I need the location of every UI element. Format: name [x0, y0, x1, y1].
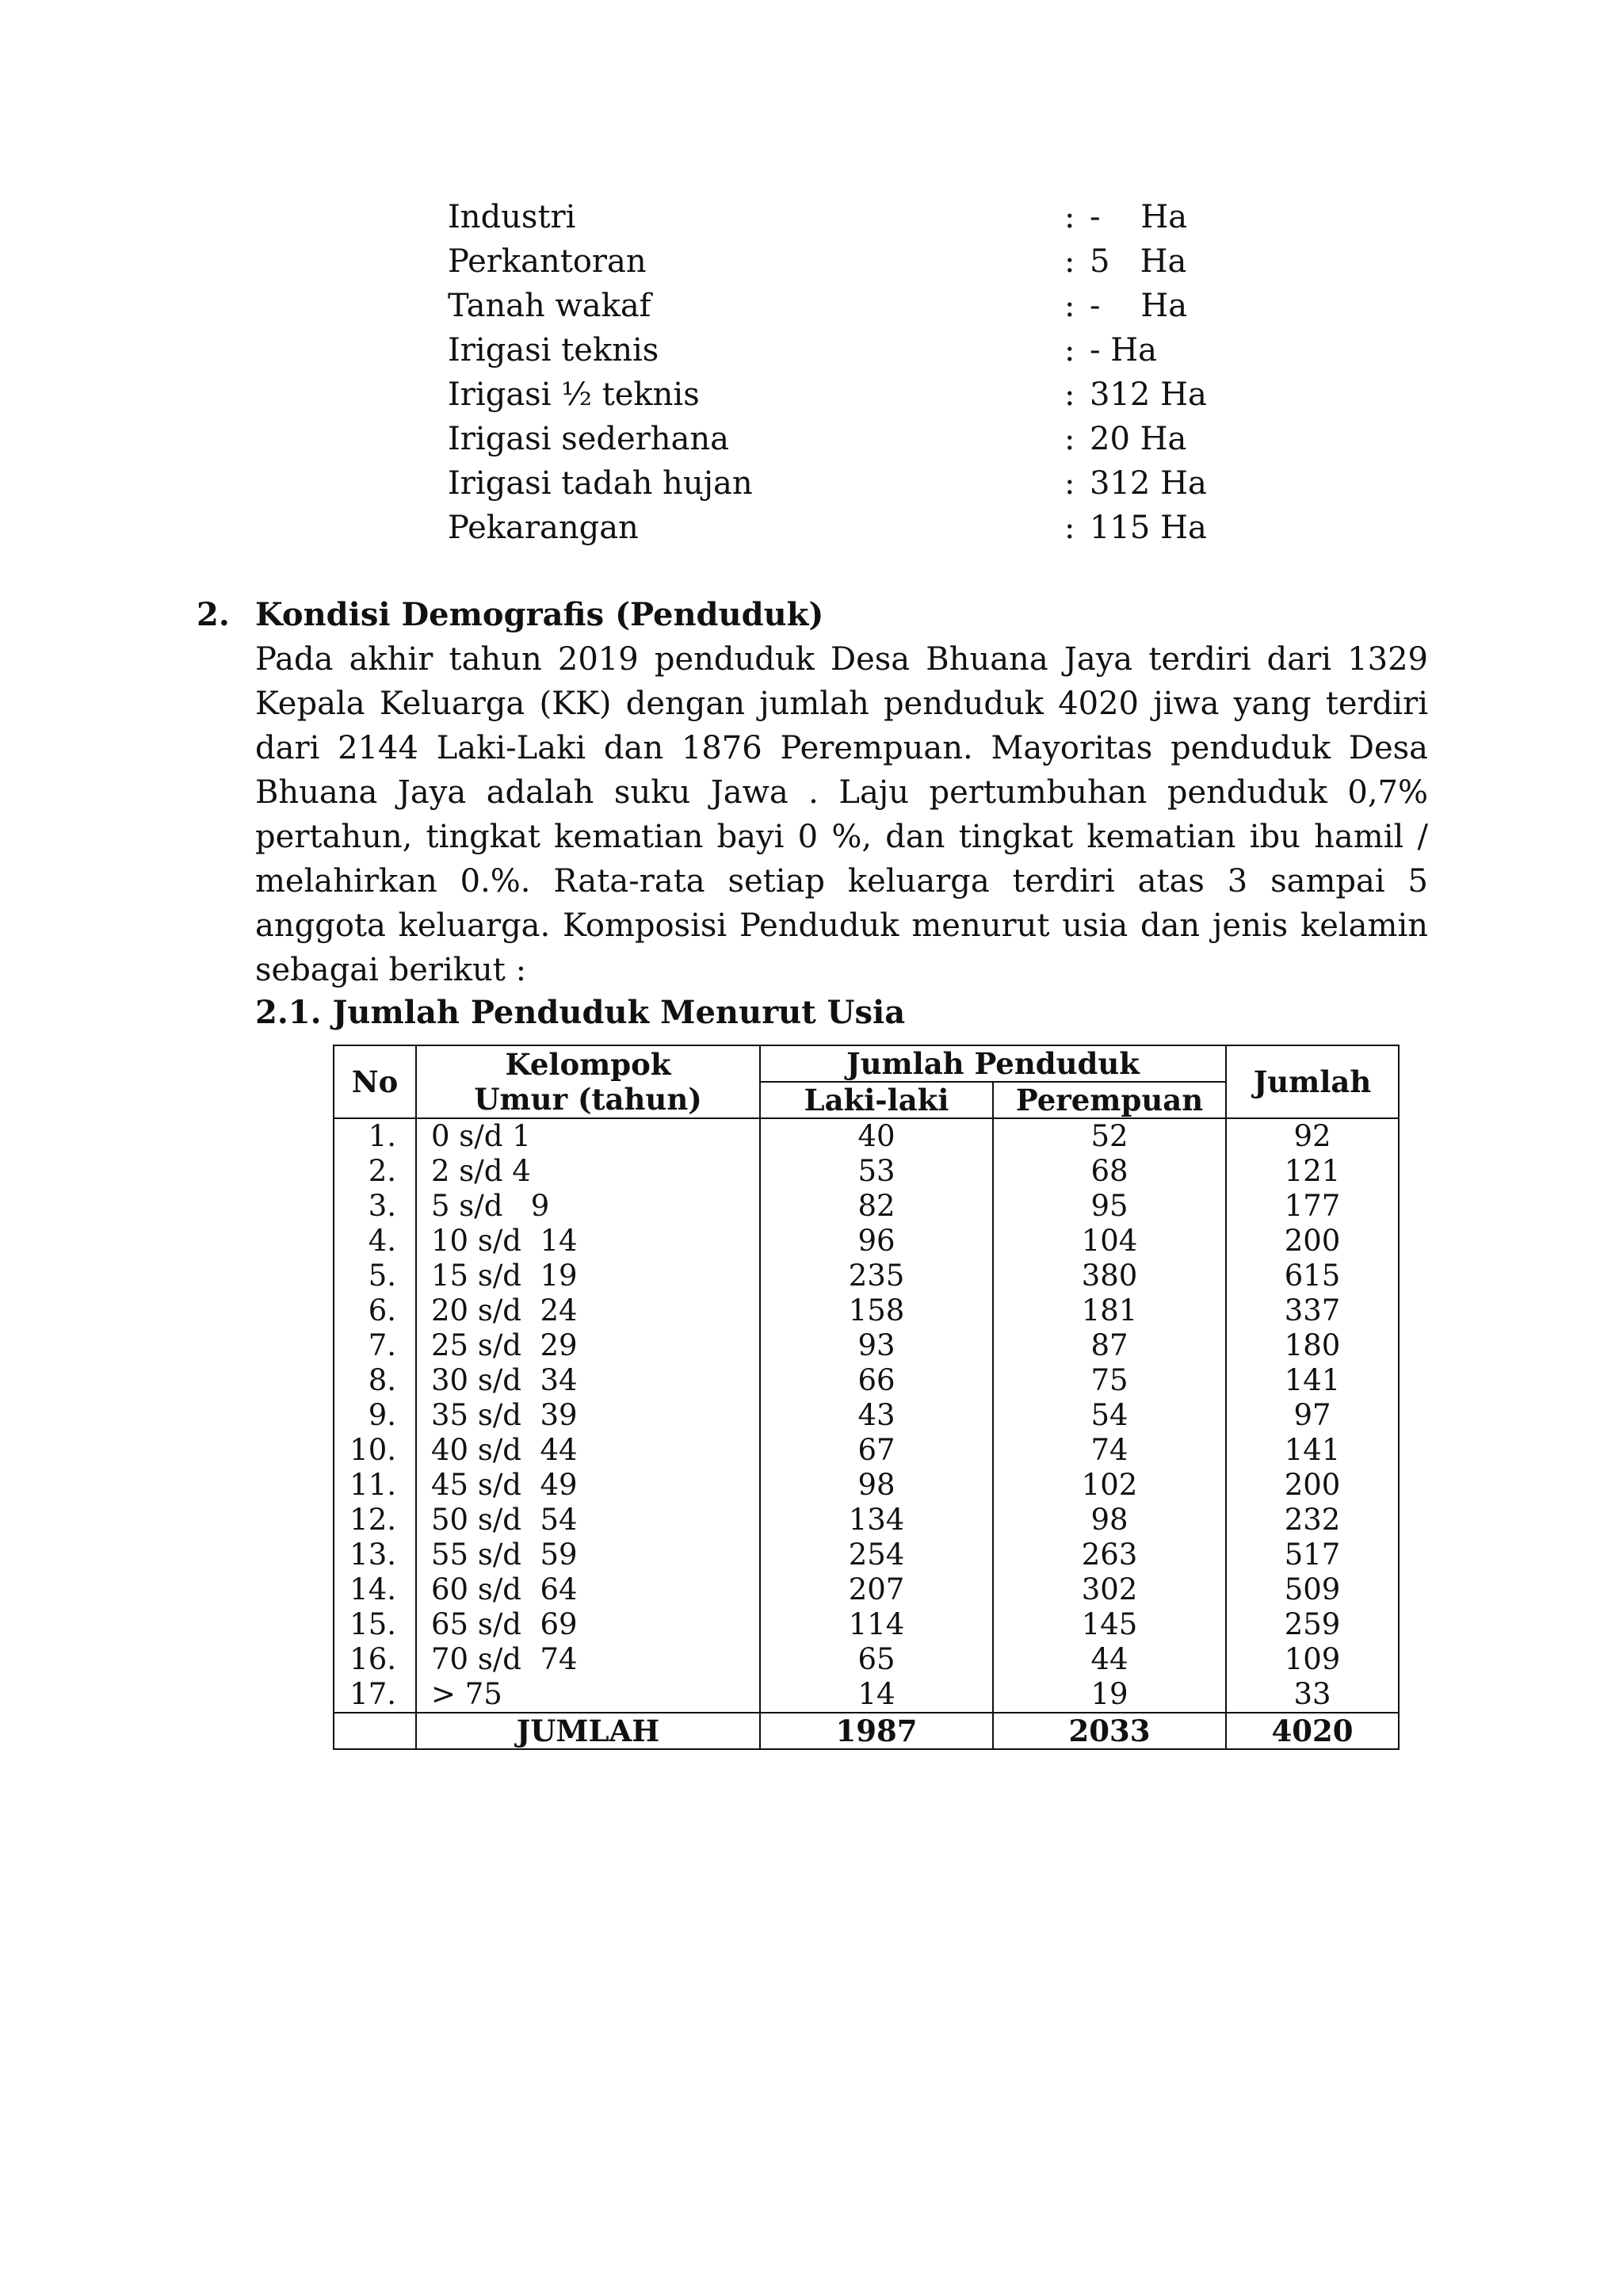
cell-no: 9.	[334, 1398, 416, 1433]
land-use-label: Irigasi ½ teknis	[448, 376, 700, 413]
cell-female: 181	[993, 1293, 1226, 1328]
cell-no: 11.	[334, 1468, 416, 1503]
cell-total: 232	[1226, 1503, 1399, 1538]
cell-no: 7.	[334, 1328, 416, 1363]
cell-total: 259	[1226, 1607, 1399, 1642]
section-number: 2.	[197, 596, 230, 633]
cell-male: 93	[760, 1328, 993, 1363]
table-row	[334, 1259, 1399, 1293]
cell-female: 54	[993, 1398, 1226, 1433]
cell-total: 337	[1226, 1293, 1399, 1328]
land-use-value: 312 Ha	[1090, 376, 1207, 413]
table-row	[334, 1677, 1399, 1713]
cell-age: 15 s/d 19	[416, 1259, 760, 1293]
land-use-value: - Ha	[1090, 288, 1188, 324]
cell-male: 207	[760, 1572, 993, 1607]
cell-female: 19	[993, 1677, 1226, 1713]
cell-total: 517	[1226, 1538, 1399, 1572]
cell-age: 45 s/d 49	[416, 1468, 760, 1503]
table-row	[334, 1503, 1399, 1538]
land-use-row	[448, 506, 1240, 550]
cell-female: 52	[993, 1118, 1226, 1154]
table-row	[334, 1118, 1399, 1154]
table-row	[334, 1293, 1399, 1328]
cell-female: 263	[993, 1538, 1226, 1572]
cell-total: 92	[1226, 1118, 1399, 1154]
land-use-row	[448, 195, 1240, 239]
land-use-value: 5 Ha	[1090, 243, 1187, 280]
table-row	[334, 1607, 1399, 1642]
land-use-row	[448, 417, 1240, 461]
header-age-group-line1: Kelompok	[505, 1047, 671, 1082]
land-use-colon: :	[1064, 332, 1075, 369]
cell-female: 68	[993, 1154, 1226, 1189]
cell-age: 35 s/d 39	[416, 1398, 760, 1433]
cell-no: 2.	[334, 1154, 416, 1189]
cell-female: 87	[993, 1328, 1226, 1363]
land-use-colon: :	[1064, 376, 1075, 413]
cell-age: 60 s/d 64	[416, 1572, 760, 1607]
header-population: Jumlah Penduduk	[760, 1045, 1226, 1082]
header-total: Jumlah	[1226, 1045, 1399, 1118]
table-row	[334, 1468, 1399, 1503]
cell-male: 40	[760, 1118, 993, 1154]
cell-female: 104	[993, 1224, 1226, 1259]
cell-no: 3.	[334, 1189, 416, 1224]
section-title: Kondisi Demografis (Penduduk)	[255, 596, 824, 633]
cell-age: 20 s/d 24	[416, 1293, 760, 1328]
cell-female: 95	[993, 1189, 1226, 1224]
cell-no: 12.	[334, 1503, 416, 1538]
land-use-label: Irigasi sederhana	[448, 421, 730, 457]
land-use-colon: :	[1064, 288, 1075, 324]
cell-age: 10 s/d 14	[416, 1224, 760, 1259]
footer-total: 4020	[1226, 1713, 1399, 1749]
cell-no: 10.	[334, 1433, 416, 1468]
cell-age: 5 s/d 9	[416, 1189, 760, 1224]
cell-total: 177	[1226, 1189, 1399, 1224]
land-use-colon: :	[1064, 421, 1075, 457]
cell-male: 14	[760, 1677, 993, 1713]
table-row	[334, 1642, 1399, 1677]
cell-total: 200	[1226, 1468, 1399, 1503]
land-use-value: 115 Ha	[1090, 510, 1207, 546]
cell-no: 16.	[334, 1642, 416, 1677]
subsection-title: 2.1. Jumlah Penduduk Menurut Usia	[255, 994, 906, 1031]
cell-no: 8.	[334, 1363, 416, 1398]
cell-male: 67	[760, 1433, 993, 1468]
header-male: Laki-laki	[760, 1082, 993, 1118]
cell-female: 380	[993, 1259, 1226, 1293]
header-age-group	[416, 1045, 760, 1118]
cell-age: 65 s/d 69	[416, 1607, 760, 1642]
cell-total: 509	[1226, 1572, 1399, 1607]
land-use-colon: :	[1064, 199, 1075, 235]
cell-no: 15.	[334, 1607, 416, 1642]
cell-total: 141	[1226, 1433, 1399, 1468]
cell-male: 235	[760, 1259, 993, 1293]
cell-age: 55 s/d 59	[416, 1538, 760, 1572]
cell-male: 134	[760, 1503, 993, 1538]
cell-total: 97	[1226, 1398, 1399, 1433]
header-female: Perempuan	[993, 1082, 1226, 1118]
table-row	[334, 1398, 1399, 1433]
table-row	[334, 1154, 1399, 1189]
table-row	[334, 1189, 1399, 1224]
land-use-row	[448, 284, 1240, 328]
cell-female: 145	[993, 1607, 1226, 1642]
cell-male: 43	[760, 1398, 993, 1433]
cell-no: 1.	[334, 1118, 416, 1154]
land-use-row	[448, 461, 1240, 506]
land-use-value: - Ha	[1090, 332, 1157, 369]
demography-paragraph: Pada akhir tahun 2019 penduduk Desa Bhuana Jaya terdiri dari 1329 Kepala Keluarga (KK) dengan jumlah penduduk 4020 jiwa yang terdiri dari 2144 Laki-Laki dan 1876 Perempuan. Mayoritas penduduk Desa Bhuana Jaya adalah suku Jawa . Laju pertumbuhan penduduk 0,7% pertahun, tingkat kematian bayi 0 %, dan tingkat kematian ibu hamil / melahirkan 0.%. Rata-rata setiap keluarga terdiri atas 3 sampai 5 anggota keluarga. Komposisi Penduduk menurut usia dan jenis kelamin sebagai berikut :	[255, 641, 1428, 988]
table-row	[334, 1328, 1399, 1363]
land-use-label: Pekarangan	[448, 510, 639, 546]
table-footer	[334, 1713, 1399, 1749]
table-row	[334, 1538, 1399, 1572]
land-use-value: 20 Ha	[1090, 421, 1187, 457]
cell-total: 121	[1226, 1154, 1399, 1189]
cell-no: 5.	[334, 1259, 416, 1293]
cell-no: 6.	[334, 1293, 416, 1328]
header-age-group-line2: Umur (tahun)	[474, 1082, 702, 1117]
cell-male: 82	[760, 1189, 993, 1224]
cell-male: 114	[760, 1607, 993, 1642]
footer-female: 2033	[993, 1713, 1226, 1749]
cell-total: 141	[1226, 1363, 1399, 1398]
total-row	[334, 1713, 1399, 1749]
land-use-label: Perkantoran	[448, 243, 647, 280]
cell-no: 4.	[334, 1224, 416, 1259]
cell-female: 102	[993, 1468, 1226, 1503]
cell-male: 98	[760, 1468, 993, 1503]
cell-no: 13.	[334, 1538, 416, 1572]
cell-female: 44	[993, 1642, 1226, 1677]
land-use-list	[448, 195, 1240, 550]
cell-total: 615	[1226, 1259, 1399, 1293]
cell-age: 40 s/d 44	[416, 1433, 760, 1468]
footer-label: JUMLAH	[416, 1713, 760, 1749]
table-row	[334, 1433, 1399, 1468]
land-use-colon: :	[1064, 465, 1075, 502]
cell-total: 200	[1226, 1224, 1399, 1259]
cell-no: 14.	[334, 1572, 416, 1607]
population-by-age-table	[333, 1045, 1400, 1750]
cell-total: 109	[1226, 1642, 1399, 1677]
cell-age: 50 s/d 54	[416, 1503, 760, 1538]
header-no: No	[334, 1045, 416, 1118]
land-use-label: Tanah wakaf	[448, 288, 651, 324]
table-row	[334, 1363, 1399, 1398]
footer-male: 1987	[760, 1713, 993, 1749]
cell-female: 74	[993, 1433, 1226, 1468]
land-use-colon: :	[1064, 510, 1075, 546]
cell-female: 302	[993, 1572, 1226, 1607]
table-row	[334, 1572, 1399, 1607]
cell-age: 30 s/d 34	[416, 1363, 760, 1398]
land-use-row	[448, 372, 1240, 417]
land-use-value: - Ha	[1090, 199, 1188, 235]
cell-male: 254	[760, 1538, 993, 1572]
cell-male: 66	[760, 1363, 993, 1398]
land-use-label: Irigasi tadah hujan	[448, 465, 753, 502]
footer-no	[334, 1713, 416, 1749]
cell-male: 53	[760, 1154, 993, 1189]
cell-male: 158	[760, 1293, 993, 1328]
land-use-row	[448, 239, 1240, 284]
land-use-label: Irigasi teknis	[448, 332, 659, 369]
cell-female: 75	[993, 1363, 1226, 1398]
cell-age: 25 s/d 29	[416, 1328, 760, 1363]
cell-no: 17.	[334, 1677, 416, 1713]
cell-female: 98	[993, 1503, 1226, 1538]
table-header	[334, 1045, 1399, 1118]
cell-age: 70 s/d 74	[416, 1642, 760, 1677]
cell-age: 2 s/d 4	[416, 1154, 760, 1189]
cell-age: 0 s/d 1	[416, 1118, 760, 1154]
cell-age: > 75	[416, 1677, 760, 1713]
section-heading	[197, 593, 823, 637]
table-body	[334, 1118, 1399, 1713]
land-use-value: 312 Ha	[1090, 465, 1207, 502]
table-row	[334, 1224, 1399, 1259]
cell-male: 65	[760, 1642, 993, 1677]
land-use-colon: :	[1064, 243, 1075, 280]
land-use-label: Industri	[448, 199, 576, 235]
cell-total: 180	[1226, 1328, 1399, 1363]
cell-male: 96	[760, 1224, 993, 1259]
land-use-row	[448, 328, 1240, 372]
cell-total: 33	[1226, 1677, 1399, 1713]
